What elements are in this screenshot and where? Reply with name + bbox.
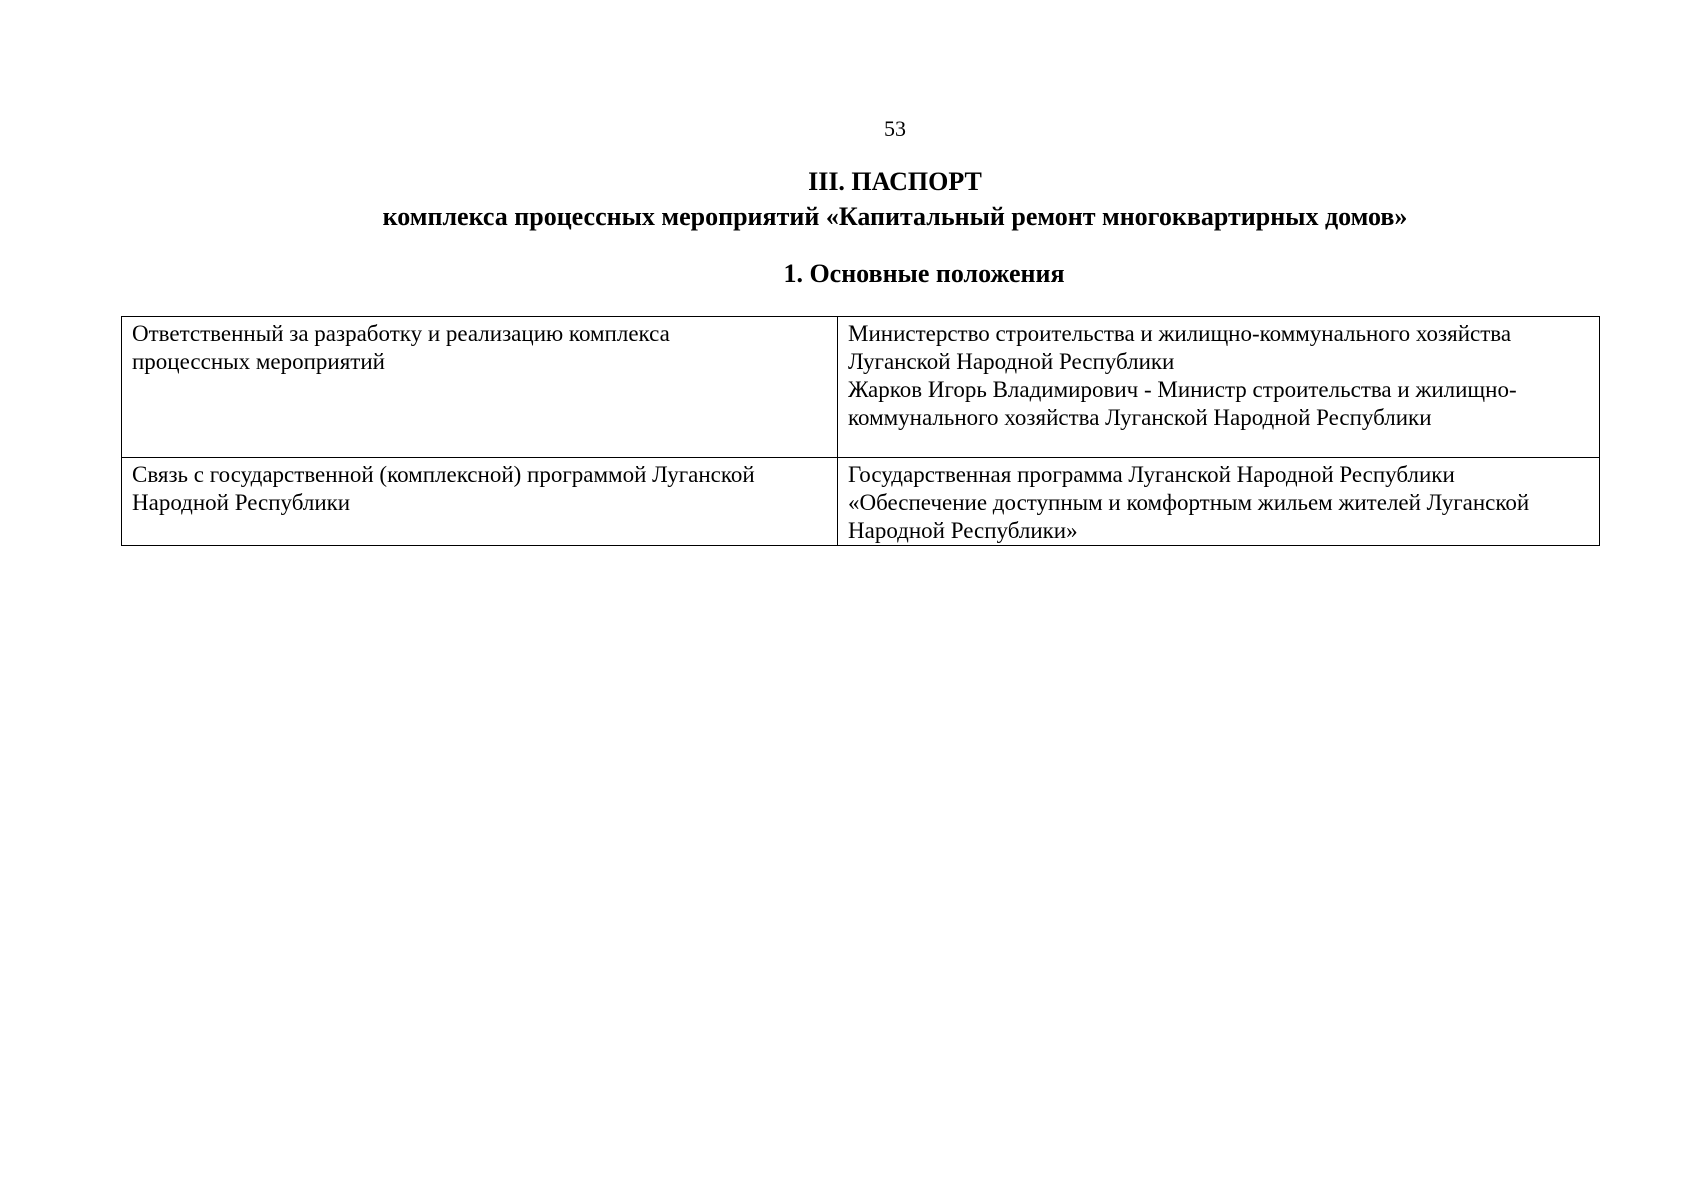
responsible-label: Ответственный за разработку и реализацию комплекса процессных мероприятий — [132, 321, 670, 374]
responsible-minister: Жарков Игорь Владимирович - Министр строительства и жилищно-коммунального хозяйства Луганской Народной Республики — [848, 377, 1517, 430]
section-subtitle: комплекса процессных мероприятий «Капитальный ремонт многоквартирных домов» — [382, 202, 1408, 231]
subsection-title: 1. Основные положения — [783, 259, 1065, 288]
program-link-value-cell — [838, 458, 1600, 546]
table-row — [122, 317, 1600, 458]
passport-table — [121, 316, 1600, 546]
program-name: Государственная программа Луганской Народной Республики «Обеспечение доступным и комфортным жильем жителей Луганской Народной Республики» — [848, 462, 1530, 543]
program-link-label-cell — [122, 458, 838, 546]
program-link-label: Связь с государственной (комплексной) программой Луганской Народной Республики — [132, 462, 755, 515]
responsible-ministry: Министерство строительства и жилищно-коммунального хозяйства Луганской Народной Республики — [848, 321, 1512, 374]
responsible-label-cell — [122, 317, 838, 458]
table-row — [122, 458, 1600, 546]
section-title: III. ПАСПОРТ — [808, 167, 982, 196]
page-number: 53 — [884, 116, 906, 141]
responsible-value-cell — [838, 317, 1600, 458]
